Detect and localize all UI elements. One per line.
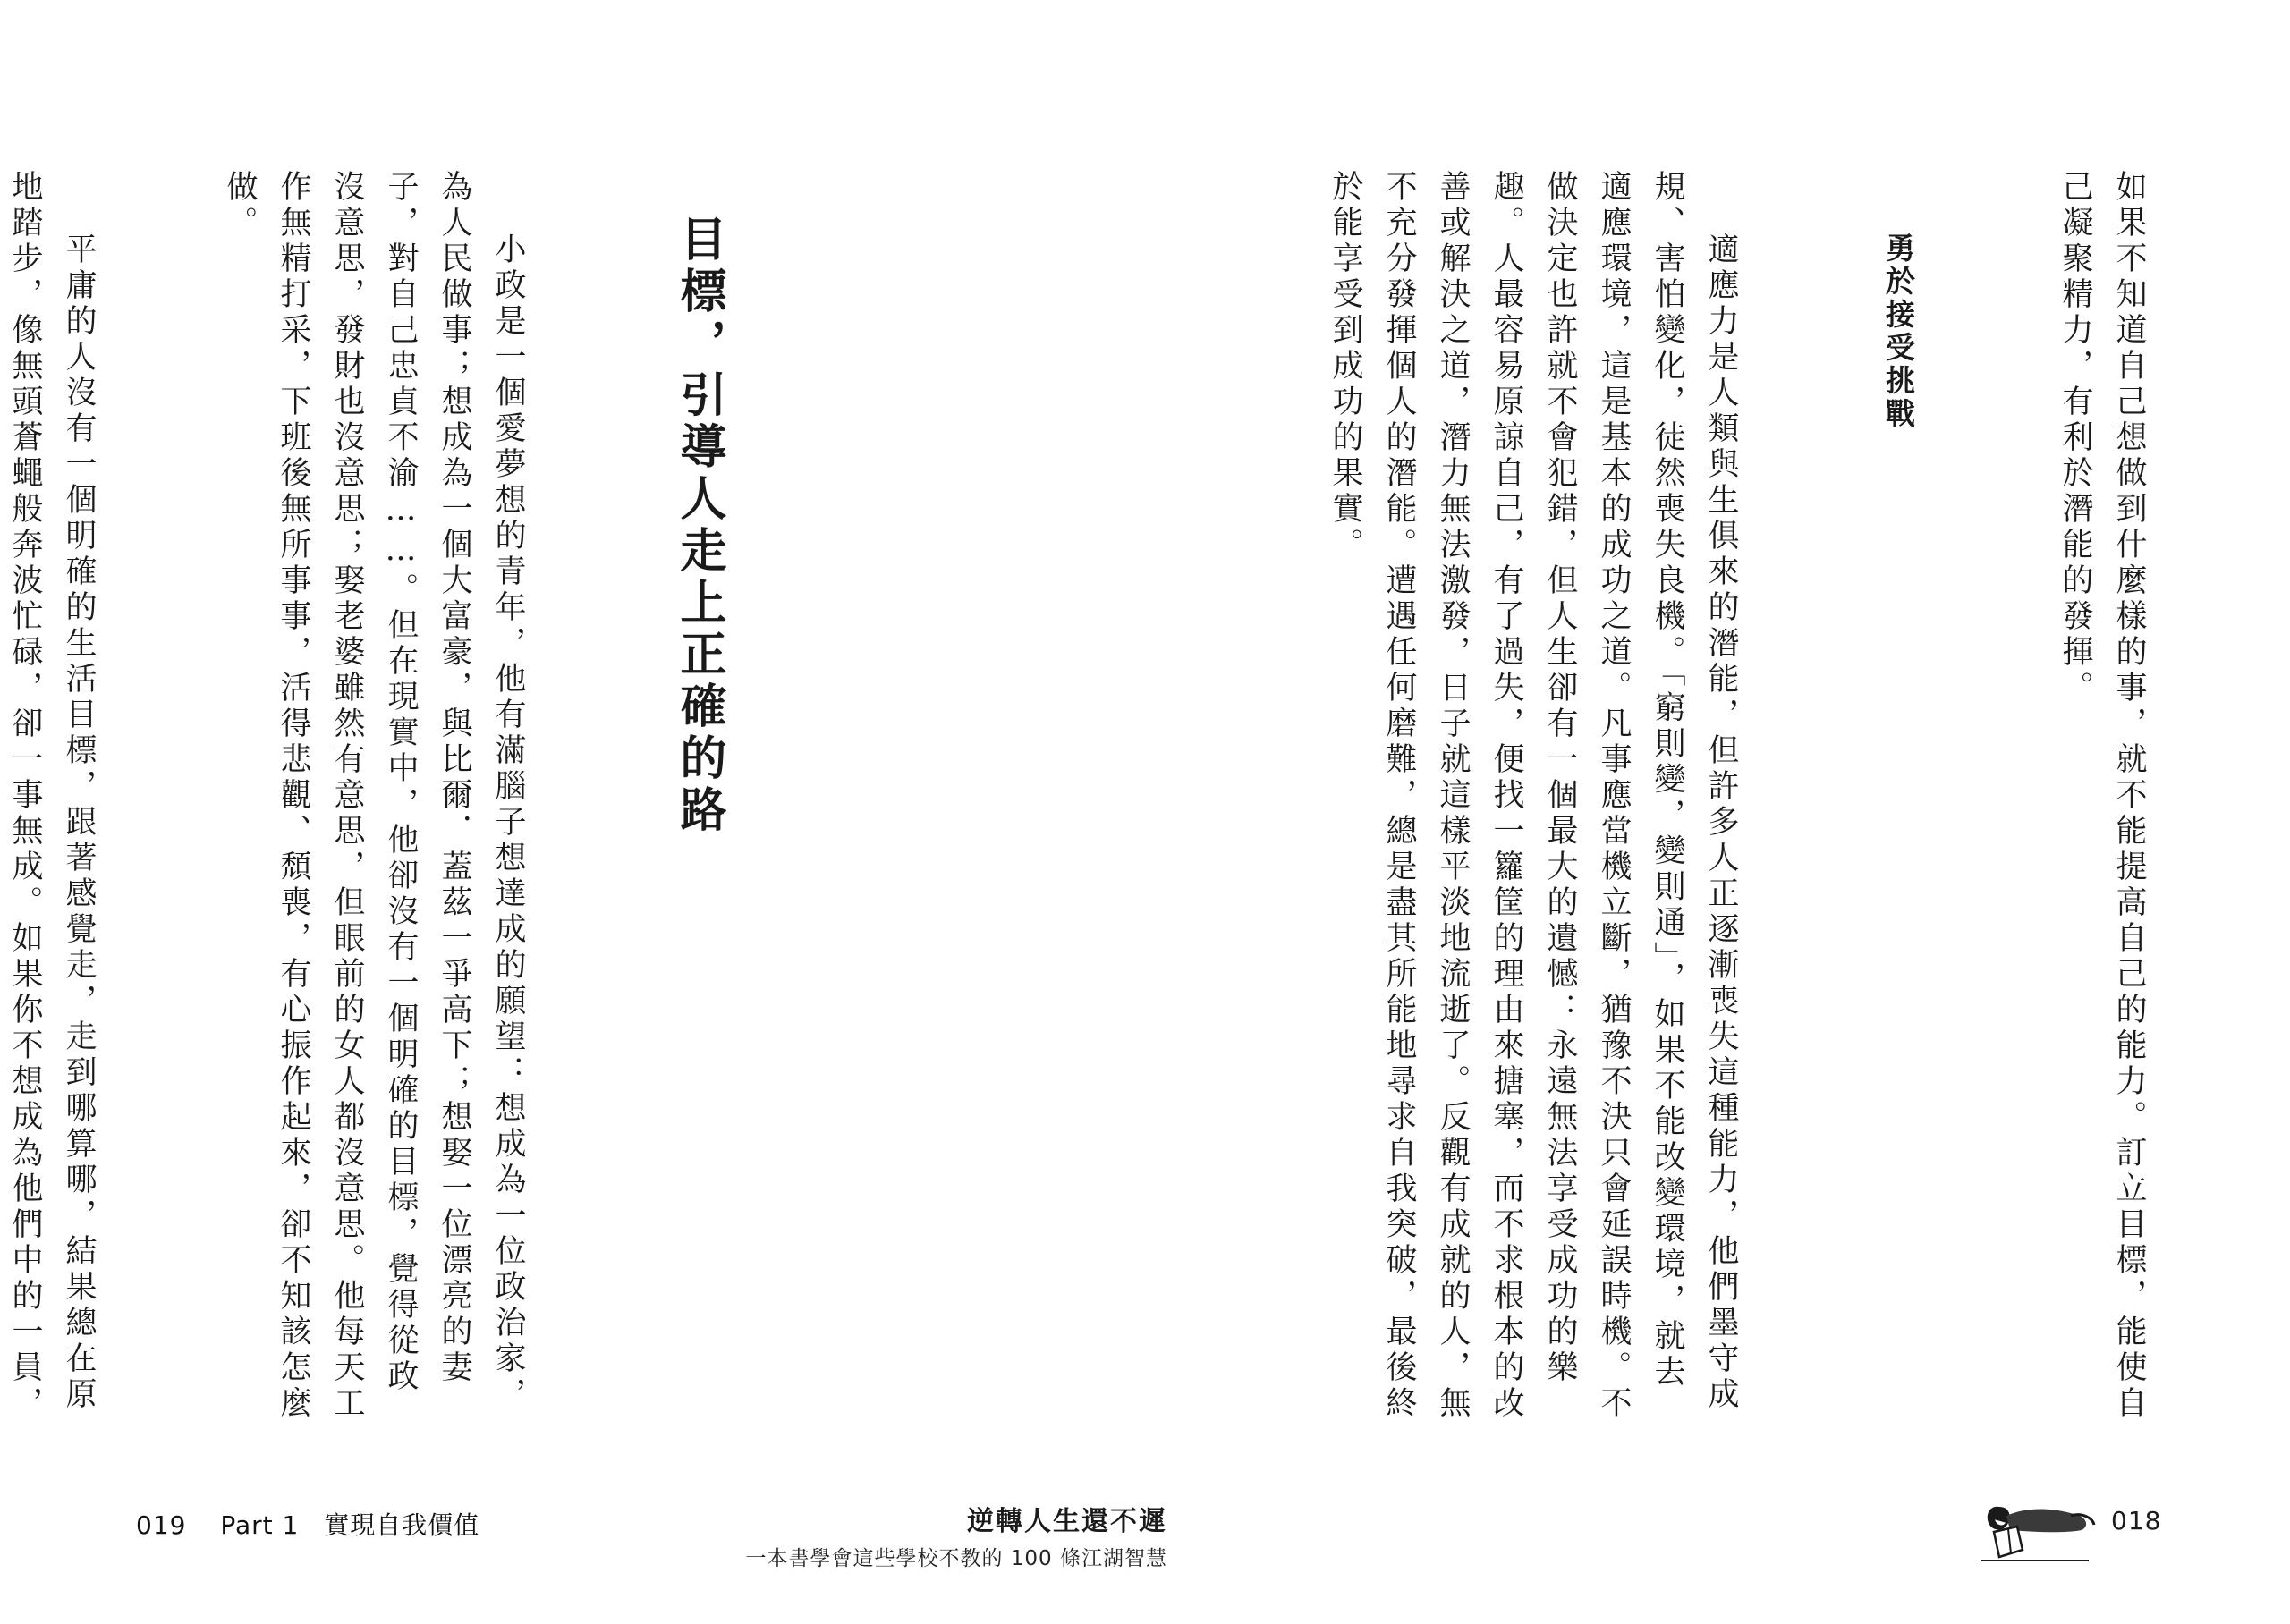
right-paragraph-1: 適應力是人類與生俱來的潛能，但許多人正逐漸喪失這種能力，他們墨守成規、害怕變化，徒然喪失良機。「窮則變，變則通」，如果不能改變環境，就去適應環境，這是基本的成功之道。凡事應當機立斷，猶豫不決只會延誤時機。不做決定也許就不會犯錯，但人生卻有一個最大的遺憾：永遠無法享受成功的樂趣。人最容易原諒自己，有了過失，便找一籮筐的理由來搪塞，而不求根本的改善或解決之道，潛力無法激發，日子就這樣平淡地流逝了。反觀有成就的人，無不充分發揮個人的潛能。遭遇任何磨難，總是盡其所能地尋求自我突破，最後終於能享受到成功的果實。 bbox=[1327, 170, 1739, 1422]
book-subtitle: 一本書學會這些學校不教的 100 條江湖智慧 bbox=[745, 1547, 1167, 1570]
chapter-title: 目標，引導人走上正確的路 bbox=[672, 215, 725, 837]
part-title: 實現自我價值 bbox=[324, 1510, 480, 1540]
left-paragraph-2: 平庸的人沒有一個明確的生活目標，跟著感覺走，走到哪算哪，結果總在原地踏步，像無頭蒼蠅般奔波忙碌，卻一事無成。如果你不想成為他們中的一員， bbox=[7, 170, 97, 1422]
left-page-body bbox=[7, 170, 859, 1422]
section-heading-accept-challenge: 勇於接受挑戰 bbox=[1881, 233, 1916, 431]
left-page-number: 019 bbox=[136, 1510, 187, 1540]
part-label: Part 1 bbox=[220, 1510, 300, 1540]
left-footer bbox=[136, 1506, 479, 1542]
left-paragraph-1: 小政是一個愛夢想的青年，他有滿腦子想達成的願望：想成為一位政治家，為人民做事；想成為一個大富豪，與比爾．蓋茲一爭高下；想娶一位漂亮的妻子，對自己忠貞不渝……。但在現實中，他卻沒有一個明確的目標，覺得從政沒意思，發財也沒意思；娶老婆雖然有意思，但眼前的女人都沒意思。他每天工作無精打采，下班後無所事事，活得悲觀、頹喪，有心振作起來，卻不知該怎麼做。 bbox=[222, 170, 526, 1422]
right-page bbox=[1145, 0, 2290, 1624]
right-lead-paragraph: 如果不知道自己想做到什麼樣的事，就不能提高自己的能力。訂立目標，能使自己凝聚精力，有利於潛能的發揮。 bbox=[2057, 170, 2147, 1422]
right-page-number: 018 bbox=[2111, 1506, 2162, 1535]
book-title: 逆轉人生還不遲 bbox=[967, 1506, 1167, 1537]
right-page-body bbox=[1327, 170, 2263, 1422]
reading-person-illustration bbox=[1963, 1480, 2098, 1569]
